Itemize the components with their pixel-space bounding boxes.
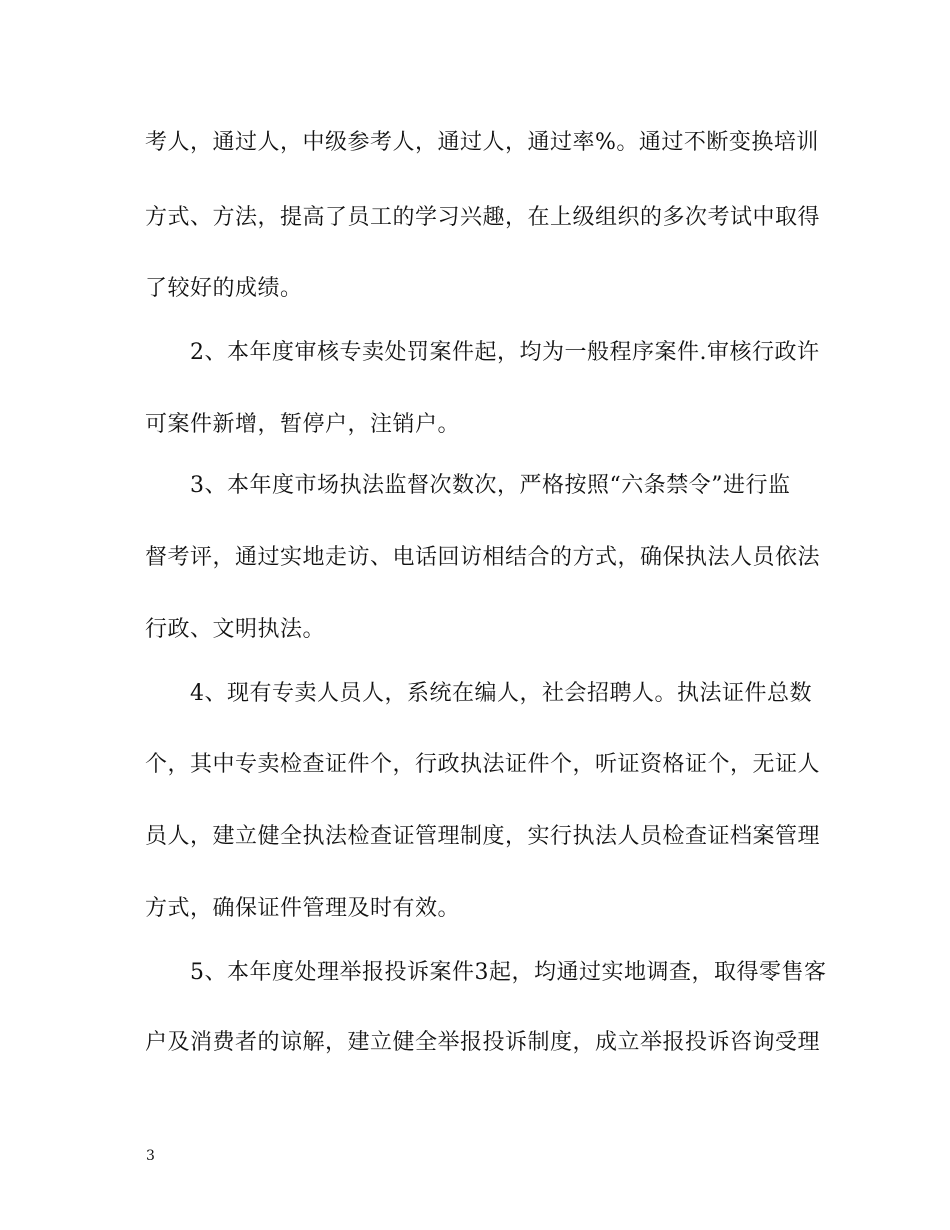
text-line-11: 员人，建立健全执法检查证管理制度，实行执法人员检查证档案管理 — [145, 824, 821, 849]
text-line-9: 4、现有专卖人员人，系统在编人，社会招聘人。执法证件总数 — [190, 681, 812, 706]
page-number: 3 — [146, 1148, 155, 1164]
text-line-7: 督考评，通过实地走访、电话回访相结合的方式，确保执法人员依法 — [145, 545, 821, 570]
text-line-14: 户及消费者的谅解，建立健全举报投诉制度，成立举报投诉咨询受理 — [145, 1030, 821, 1055]
text-line-3: 了较好的成绩。 — [145, 276, 303, 301]
text-line-8: 行政、文明执法。 — [145, 617, 326, 642]
text-line-1: 考人，通过人，中级参考人，通过人，通过率%。通过不断变换培训 — [145, 130, 819, 155]
text-line-4: 2、本年度审核专卖处罚案件起，均为一般程序案件.审核行政许 — [190, 340, 820, 365]
text-line-13: 5、本年度处理举报投诉案件3起，均通过实地调查，取得零售客 — [190, 960, 827, 985]
text-line-5: 可案件新增，暂停户，注销户。 — [145, 412, 461, 437]
text-line-2: 方式、方法，提高了员工的学习兴趣，在上级组织的多次考试中取得 — [145, 205, 821, 230]
text-line-6: 3、本年度市场执法监督次数次，严格按照“六条禁令”进行监 — [190, 473, 791, 498]
text-line-10: 个，其中专卖检查证件个，行政执法证件个，听证资格证个，无证人 — [145, 752, 821, 777]
text-line-12: 方式，确保证件管理及时有效。 — [145, 896, 461, 921]
